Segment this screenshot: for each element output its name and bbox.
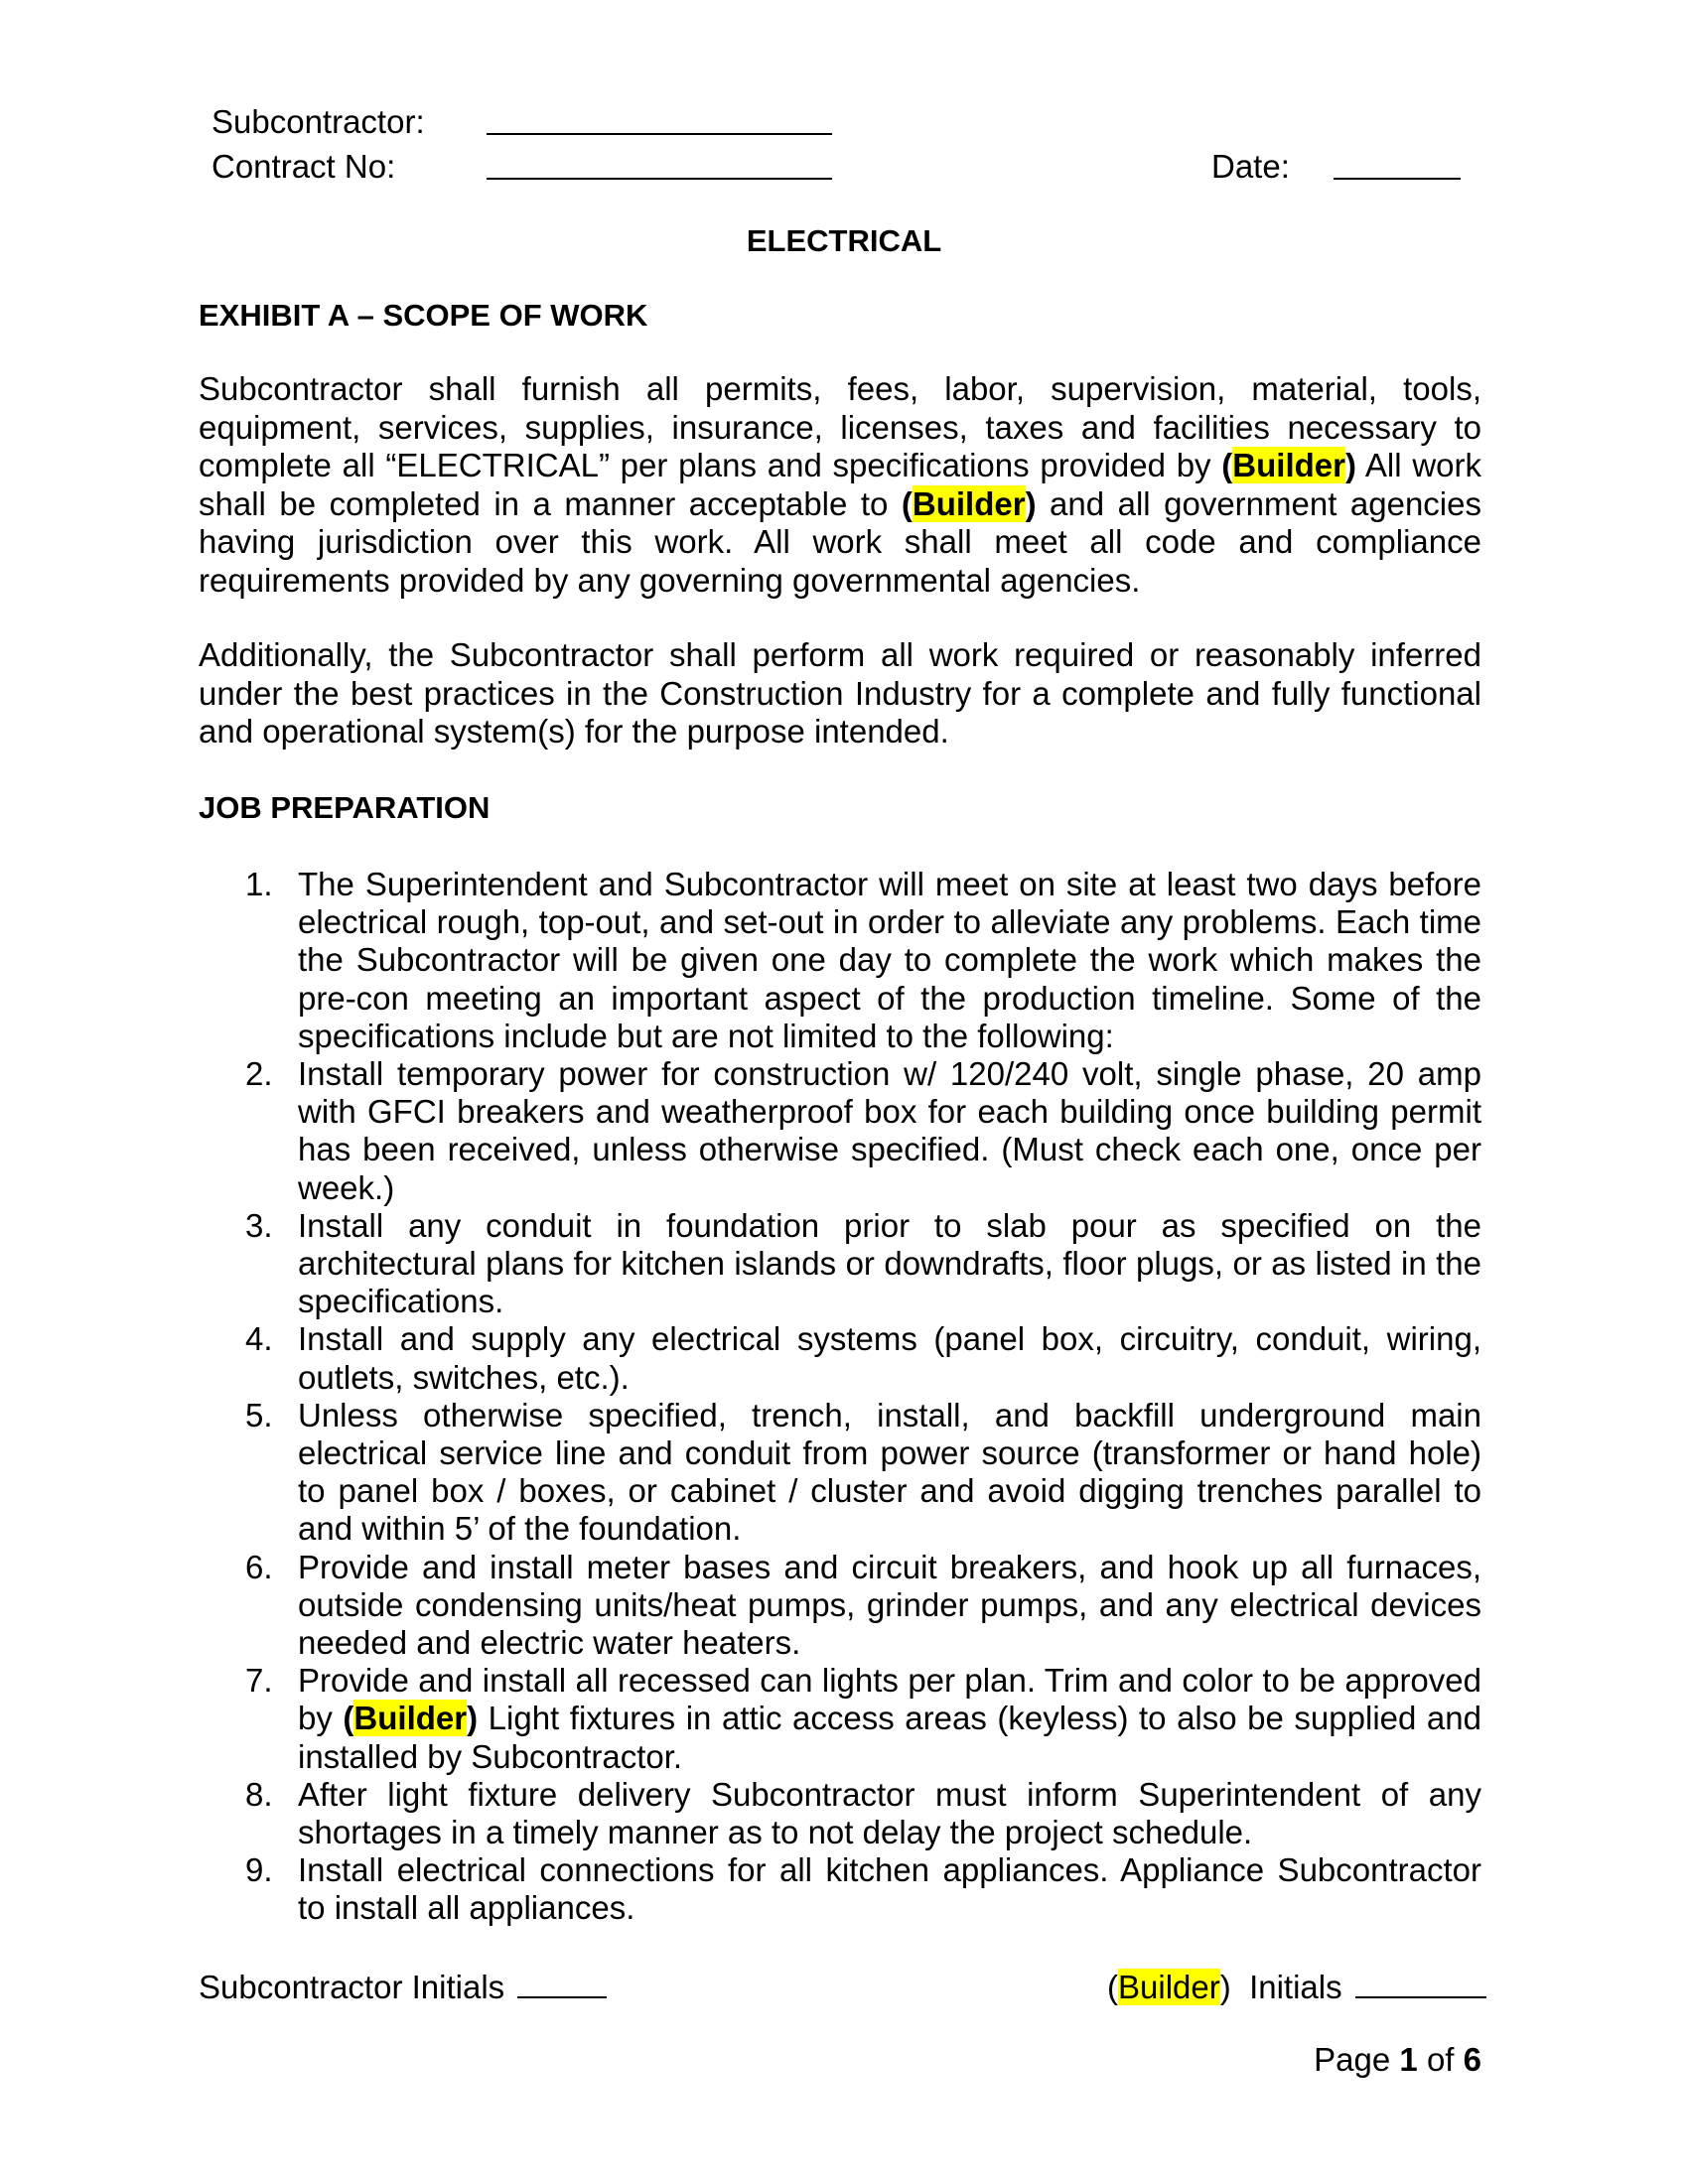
job-preparation-list	[199, 866, 1481, 1928]
list-item-number: 9.	[245, 1851, 273, 1889]
list-item-number: 1.	[245, 866, 273, 902]
list-item-text: Install temporary power for construction w/ 120/240 volt, single phase, 20 amp with GFCI breakers and weatherproof box for each building once building permit has been received, unless otherwise specified. (Must check each one, once per week.)	[298, 1055, 1481, 1206]
page-number	[1314, 2041, 1481, 2079]
scope-paragraph-2: Additionally, the Subcontractor shall perform all work required or reasonably inferred under the best practices in the Construction Industry for a complete and fully functional and operational system(s) for the purpose intended.	[199, 636, 1481, 750]
contract-input-line[interactable]	[487, 148, 832, 180]
exhibit-heading: EXHIBIT A – SCOPE OF WORK	[199, 298, 648, 333]
page-of: of	[1426, 2041, 1455, 2078]
page-prefix: Page	[1314, 2041, 1391, 2078]
document-title: ELECTRICAL	[746, 223, 942, 258]
page-current: 1	[1399, 2041, 1418, 2078]
list-item-text-continued: Light fixtures in attic access areas (keyless) to also be supplied and installed by Subcontractor.	[298, 1700, 1481, 1775]
list-item	[245, 1662, 1481, 1776]
list-item-text: After light fixture delivery Subcontractor must inform Superintendent of any shortages in a timely manner as to not delay the project schedule.	[298, 1775, 1481, 1851]
list-item	[245, 1320, 1481, 1396]
builder-initials	[1107, 1969, 1486, 2006]
job-preparation-heading: JOB PREPARATION	[199, 790, 491, 825]
builder-highlight-3: Builder	[353, 1700, 468, 1737]
list-item-number: 3.	[245, 1206, 273, 1244]
subcontractor-blank[interactable]	[487, 103, 832, 143]
contract-label: Contract No:	[211, 148, 396, 185]
contract-field	[211, 148, 395, 186]
list-item	[245, 1206, 1481, 1321]
list-item	[245, 1548, 1481, 1663]
builder-ref-1: (Builder)	[1221, 447, 1356, 483]
list-item-number: 4.	[245, 1320, 273, 1358]
builder-initials-line[interactable]	[1355, 1971, 1486, 1998]
list-item-text: Provide and install all recessed can lights per plan. Trim and color to be approved by	[298, 1662, 1481, 1737]
list-item-text: The Superintendent and Subcontractor will meet on site at least two days before electrical rough, top-out, and set-out in order to alleviate any problems. Each time the Subcontractor will be given one day to complete the work which makes the pre-con meeting an important aspect of the production timeline. Some of the specifications include but are not limited to the following:	[298, 866, 1481, 1054]
subcontractor-initials-label: Subcontractor Initials	[199, 1969, 505, 2005]
list-item-number: 6.	[245, 1548, 273, 1585]
date-label: Date:	[1211, 148, 1290, 185]
subcontractor-label: Subcontractor:	[211, 103, 425, 140]
builder-initials-ref: (Builder)	[1107, 1969, 1231, 2005]
list-item	[245, 1055, 1481, 1207]
subcontractor-input-line[interactable]	[487, 103, 832, 135]
list-item-number: 8.	[245, 1775, 273, 1813]
builder-initials-label: Initials	[1249, 1969, 1342, 2005]
list-item	[245, 1775, 1481, 1851]
list-item	[245, 1396, 1481, 1549]
list-item-text: Install electrical connections for all kitchen appliances. Appliance Subcontractor to install all appliances.	[298, 1851, 1481, 1927]
date-input-line[interactable]	[1334, 148, 1461, 180]
date-blank[interactable]	[1334, 148, 1461, 188]
list-item-text: Unless otherwise specified, trench, install, and backfill underground main electrical service line and conduit from power source (transformer or hand hole) to panel box / boxes, or cabinet / cluster and avoid digging trenches parallel to and within 5’ of the foundation.	[298, 1396, 1481, 1548]
builder-highlight-2: Builder	[912, 484, 1026, 522]
list-item-number: 5.	[245, 1396, 273, 1433]
list-item-number: 7.	[245, 1662, 273, 1700]
list-item-number: 2.	[245, 1055, 273, 1093]
subcontractor-initials	[199, 1969, 607, 2006]
scope-text-b: All work shall be completed in a manner acceptable to	[199, 447, 1481, 522]
scope-paragraph-1	[199, 370, 1481, 600]
scope-text-c: and all government agencies having jurisdiction over this work. All work shall meet all code and compliance requirements provided by any governing governmental agencies.	[199, 484, 1481, 599]
subcontractor-initials-line[interactable]	[517, 1971, 607, 1998]
builder-highlight-1: Builder	[1232, 447, 1345, 483]
scope-text-a: Subcontractor shall furnish all permits, fees, labor, supervision, material, tools, equipment, services, supplies, insurance, licenses, taxes and facilities necessary to complete all “ELECTRICAL” per plans and specifications provided by	[199, 370, 1481, 483]
list-item-text: Install and supply any electrical systems (panel box, circuitry, conduit, wiring, outlets, switches, etc.).	[298, 1320, 1481, 1396]
subcontractor-field	[211, 103, 425, 141]
list-item	[245, 866, 1481, 1055]
list-item-text: Provide and install meter bases and circuit breakers, and hook up all furnaces, outside condensing units/heat pumps, grinder pumps, and any electrical devices needed and electric water heaters.	[298, 1548, 1481, 1662]
builder-ref-2: (Builder)	[901, 484, 1037, 522]
builder-ref-3: (Builder)	[343, 1700, 479, 1737]
contract-blank[interactable]	[487, 148, 832, 188]
page-total: 6	[1463, 2041, 1481, 2078]
list-item-text: Install any conduit in foundation prior to slab pour as specified on the architectural plans for kitchen islands or downdrafts, floor plugs, or as listed in the specifications.	[298, 1206, 1481, 1320]
builder-highlight-4: Builder	[1118, 1969, 1220, 2005]
list-item	[245, 1851, 1481, 1927]
date-field	[1211, 148, 1290, 186]
